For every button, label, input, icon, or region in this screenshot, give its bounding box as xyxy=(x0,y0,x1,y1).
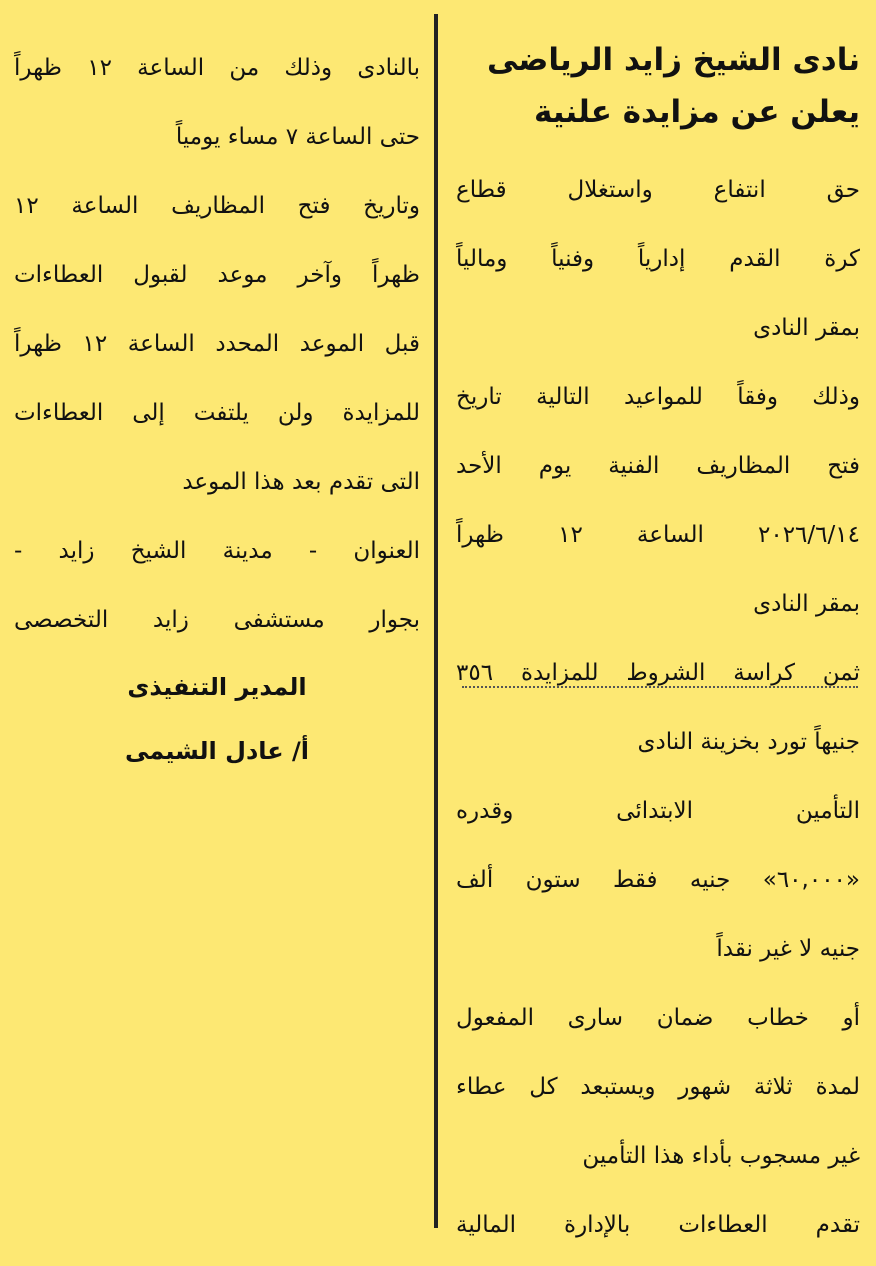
body-line: فتح المظاريف الفنية يوم الأحد xyxy=(456,453,860,479)
title-line-2: يعلن عن مزايدة علنية xyxy=(533,94,860,130)
body-line: لمدة ثلاثة شهور ويستبعد كل عطاء xyxy=(456,1074,860,1100)
body-line: جنيهاً تورد بخزينة النادى xyxy=(637,729,860,755)
body-line: ظهراً وآخر موعد لقبول العطاءات xyxy=(14,262,420,288)
body-line: حق انتفاع واستغلال قطاع xyxy=(456,177,860,203)
body-line: التأمين الابتدائى وقدره xyxy=(456,798,860,824)
body-line: بجوار مستشفى زايد التخصصى xyxy=(14,607,420,633)
body-line: كرة القدم إدارياً وفنياً ومالياً xyxy=(456,246,860,272)
body-line: «٦٠,٠٠٠» جنيه فقط ستون ألف xyxy=(456,867,860,893)
body-line: التى تقدم بعد هذا الموعد xyxy=(182,469,420,495)
column-divider xyxy=(434,14,438,1228)
body-line: ٢٠٢٦/٦/١٤ الساعة ١٢ ظهراً xyxy=(456,522,860,548)
left-column xyxy=(14,34,420,783)
body-line: للمزايدة ولن يلتفت إلى العطاءات xyxy=(14,400,420,426)
body-line: تقدم العطاءات بالإدارة المالية xyxy=(456,1212,860,1238)
body-line: أو خطاب ضمان سارى المفعول xyxy=(456,1005,860,1031)
signature-name: أ/ عادل الشيمى xyxy=(124,737,310,765)
body-line: بمقر النادى xyxy=(753,315,860,341)
body-line: حتى الساعة ٧ مساء يومياً xyxy=(175,124,420,150)
dotted-separator xyxy=(462,686,858,688)
title-line-1: نادى الشيخ زايد الرياضى xyxy=(487,42,860,78)
body-line: غير مسجوب بأداء هذا التأمين xyxy=(582,1143,860,1169)
body-line: بالنادى وذلك من الساعة ١٢ ظهراً xyxy=(14,55,420,81)
right-column xyxy=(456,34,860,1260)
body-line: بمقر النادى xyxy=(753,591,860,617)
body-line: وذلك وفقاً للمواعيد التالية تاريخ xyxy=(456,384,860,410)
body-line: العنوان - مدينة الشيخ زايد - xyxy=(14,538,420,564)
body-line: وتاريخ فتح المظاريف الساعة ١٢ xyxy=(14,193,420,219)
body-line: ثمن كراسة الشروط للمزايدة ٣٥٦ xyxy=(456,660,860,686)
ad-title xyxy=(456,34,860,138)
body-line: جنيه لا غير نقداً xyxy=(716,936,860,962)
signature-title: المدير التنفيذى xyxy=(127,673,307,701)
body-line: قبل الموعد المحدد الساعة ١٢ ظهراً xyxy=(14,331,420,357)
